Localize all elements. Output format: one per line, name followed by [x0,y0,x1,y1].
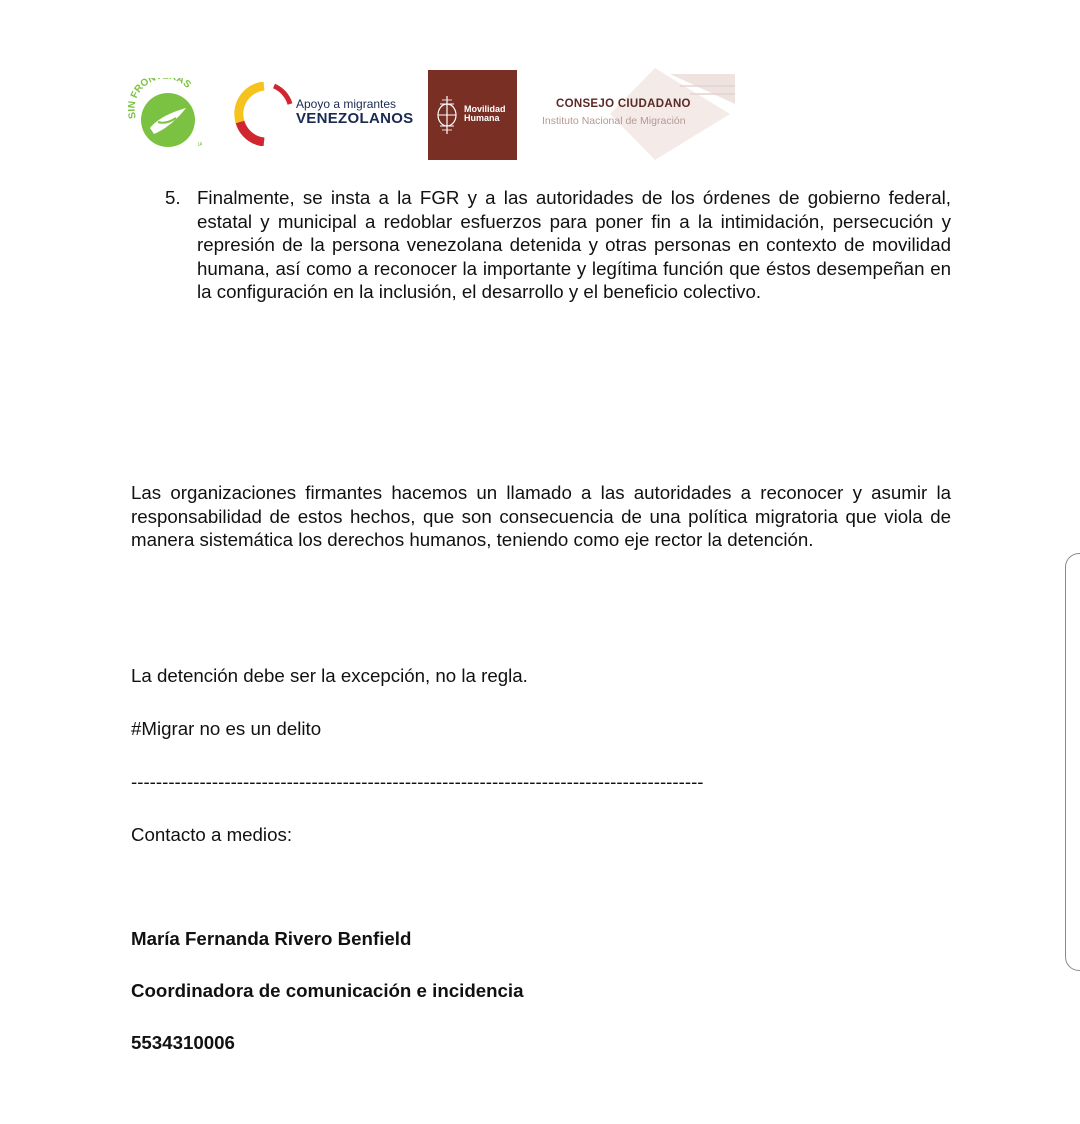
side-panel-edge [1065,553,1080,971]
logo-row [0,60,1080,170]
movilidad-line1: Movilidad [464,104,506,114]
movilidad-line2: Humana [464,113,500,124]
sin-fronteras-label: FRON AS [129,78,193,101]
movilidad-text [464,105,506,124]
movilidad-humana-logo [428,70,517,160]
sin-fronteras-logo [128,78,202,152]
sin-fronteras-emblem [128,78,202,152]
consejo-emblem [540,64,740,164]
detention-statement: La detención debe ser la excepción, no la regla. [131,665,528,686]
consejo-title: CONSEJO CIUDADANO [556,98,691,110]
contact-phone: 5534310006 [131,1032,235,1053]
list-item-number: 5. [165,187,181,208]
apoyo-line1: Apoyo a migrantes [296,97,397,111]
apoyo-emblem [234,82,294,146]
consejo-ciudadano-logo [540,64,740,164]
list-item-5 [165,186,951,304]
apoyo-line2: VENEZOLANOS [296,109,414,127]
hashtag-line: #Migrar no es un delito [131,718,322,739]
apoyo-migrantes-logo [234,82,414,146]
consejo-subtitle: Instituto Nacional de Migración [542,115,686,127]
contact-role: Coordinadora de comunicación e incidencia [131,980,524,1001]
dashed-divider: -------------------------------------------------------------------------------------------- [131,771,704,792]
contact-name: María Fernanda Rivero Benfield [131,928,412,949]
list-item-text: Finalmente, se insta a la FGR y a las autoridades de los órdenes de gobierno federal, estatal y municipal a redoblar esfuerzos para poner fin a la intimidación, persecución y represión de la persona venezolana detenida y otras personas en contexto de movilidad humana, así como a reconocer la importante y legítima función que éstos desempeñan en la configuración en la inclusión, el desarrollo y el beneficio colectivo. [197,187,951,302]
sin-fronteras-sub: IA [198,142,202,148]
contact-label: Contacto a medios: [131,824,293,845]
apoyo-text [296,98,413,126]
call-paragraph: Las organizaciones firmantes hacemos un llamado a las autoridades a reconocer y asumir la responsabilidad de estos hechos, que son consecuencia de una política migratoria que viola de manera sistemática los derechos humanos, teniendo como eje rector la detención. [131,482,951,550]
